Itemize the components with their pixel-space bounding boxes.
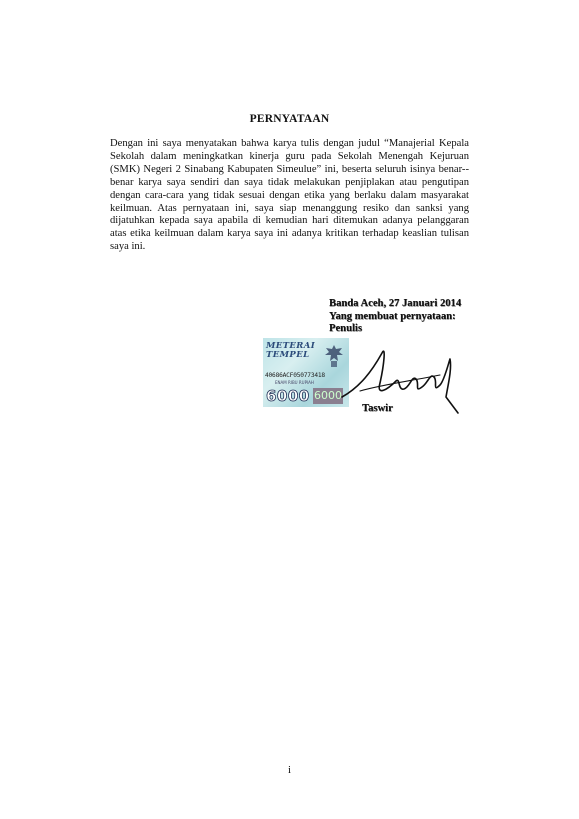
stamp-value: 6000 <box>266 387 310 405</box>
statement-label: Yang membuat pernyataan: <box>329 310 456 322</box>
statement-paragraph: Dengan ini saya menyatakan bahwa karya tulis dengan judul “Manajerial Kepala Sekolah dalam meningkatkan kinerja guru pada Sekolah Menengah Kejuruan (SMK) Negeri 2 Sinabang Kabupaten Simeulue” ini, beserta seluruh isinya benar-benar karya saya sendiri dan saya tidak melakukan penjiplakan atau pengutipan dengan cara-cara yang tidak sesuai dengan etika yang berlaku dalam masyarakat keilmuan. Atas pernyataan ini, saya siap menanggung resiko dan sanksi yang dijatuhkan kepada saya apabila di kemudian hari ditemukan adanya pelanggaran atas etika keilmuan dalam karya saya ini adanya kritikan terhadap keaslian tulisan saya ini. <box>110 138 469 253</box>
page-number: i <box>287 764 292 776</box>
place-date: Banda Aceh, 27 Januari 2014 <box>329 298 462 309</box>
role-label: Penulis <box>329 323 362 335</box>
page-title: PERNYATAAN <box>249 113 330 125</box>
signature-block <box>329 298 461 336</box>
duty-stamp <box>263 338 349 407</box>
stamp-serial: 40686ACF050773418 <box>265 372 325 379</box>
handwritten-signature <box>340 335 465 415</box>
stamp-fine-print: ENAM RIBU RUPIAH <box>275 380 314 385</box>
stamp-line1: METERAI <box>266 341 316 351</box>
stamp-line2: TEMPEL <box>266 350 310 360</box>
author-name: Taswir <box>362 403 393 414</box>
stamp-overprint: 6000 <box>314 389 342 402</box>
